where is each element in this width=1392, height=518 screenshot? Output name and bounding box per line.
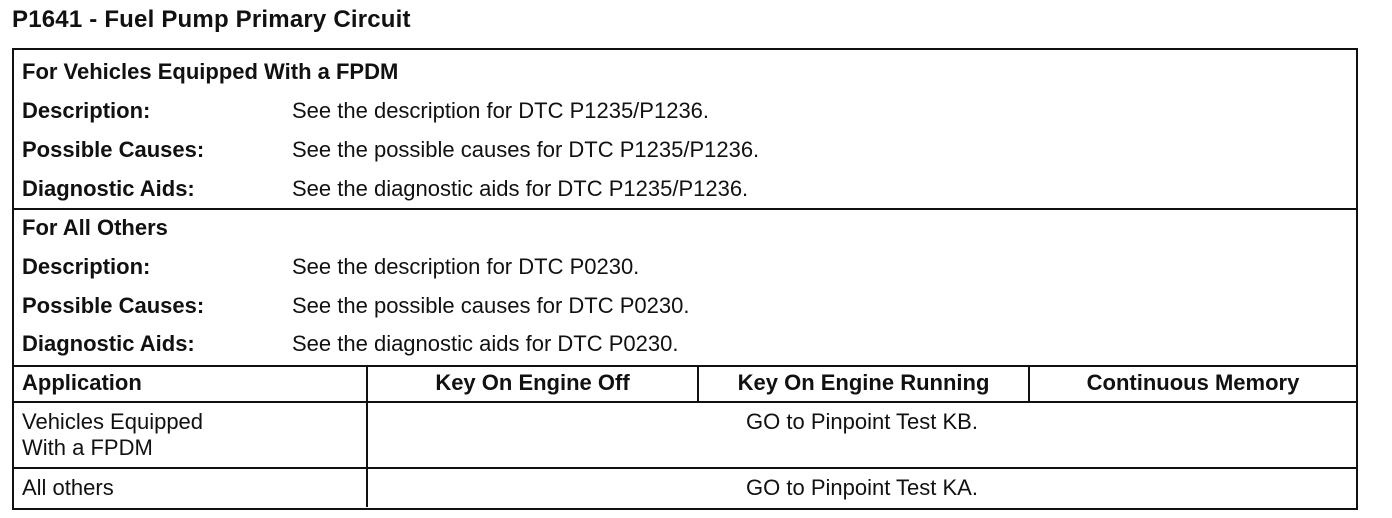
column-header: Continuous Memory bbox=[1029, 365, 1356, 402]
row-label: Diagnostic Aids: bbox=[22, 331, 195, 356]
section-heading: For Vehicles Equipped With a FPDM bbox=[22, 59, 399, 84]
action-cell: GO to Pinpoint Test KA. bbox=[746, 475, 978, 500]
table-row bbox=[14, 468, 1356, 507]
section-fpdm bbox=[14, 50, 1356, 210]
diagnostic-aids-row bbox=[22, 328, 1348, 360]
row-label: Possible Causes: bbox=[22, 137, 205, 162]
row-value: See the description for DTC P1235/P1236. bbox=[292, 98, 710, 123]
table-row bbox=[14, 402, 1356, 468]
application-line: With a FPDM bbox=[22, 435, 153, 460]
action-cell: GO to Pinpoint Test KB. bbox=[367, 402, 1356, 468]
row-value: See the diagnostic aids for DTC P0230. bbox=[292, 331, 679, 356]
row-label: Diagnostic Aids: bbox=[22, 176, 195, 201]
column-header: Application bbox=[14, 365, 367, 402]
row-value: See the diagnostic aids for DTC P1235/P1236. bbox=[292, 176, 749, 201]
application-table bbox=[14, 365, 1356, 507]
description-row bbox=[22, 95, 1348, 127]
row-label: Description: bbox=[22, 98, 151, 123]
section-heading: For All Others bbox=[22, 215, 168, 240]
row-value: See the possible causes for DTC P1235/P1236. bbox=[292, 137, 760, 162]
application-cell: All others bbox=[14, 468, 367, 507]
application-line: Vehicles Equipped bbox=[22, 409, 204, 434]
table-header-row bbox=[14, 365, 1356, 402]
diagnostic-aids-row bbox=[22, 173, 1348, 205]
column-header: Key On Engine Off bbox=[367, 365, 698, 402]
row-label: Description: bbox=[22, 254, 151, 279]
page-title: P1641 - Fuel Pump Primary Circuit bbox=[12, 6, 411, 33]
section-all-others bbox=[14, 208, 1356, 367]
column-header: Key On Engine Running bbox=[698, 365, 1029, 402]
possible-causes-row bbox=[22, 290, 1348, 322]
description-row bbox=[22, 251, 1348, 283]
row-value: See the description for DTC P0230. bbox=[292, 254, 640, 279]
application-cell bbox=[14, 402, 367, 468]
possible-causes-row bbox=[22, 134, 1348, 166]
row-label: Possible Causes: bbox=[22, 293, 205, 318]
row-value: See the possible causes for DTC P0230. bbox=[292, 293, 690, 318]
dtc-info-frame bbox=[12, 48, 1358, 510]
